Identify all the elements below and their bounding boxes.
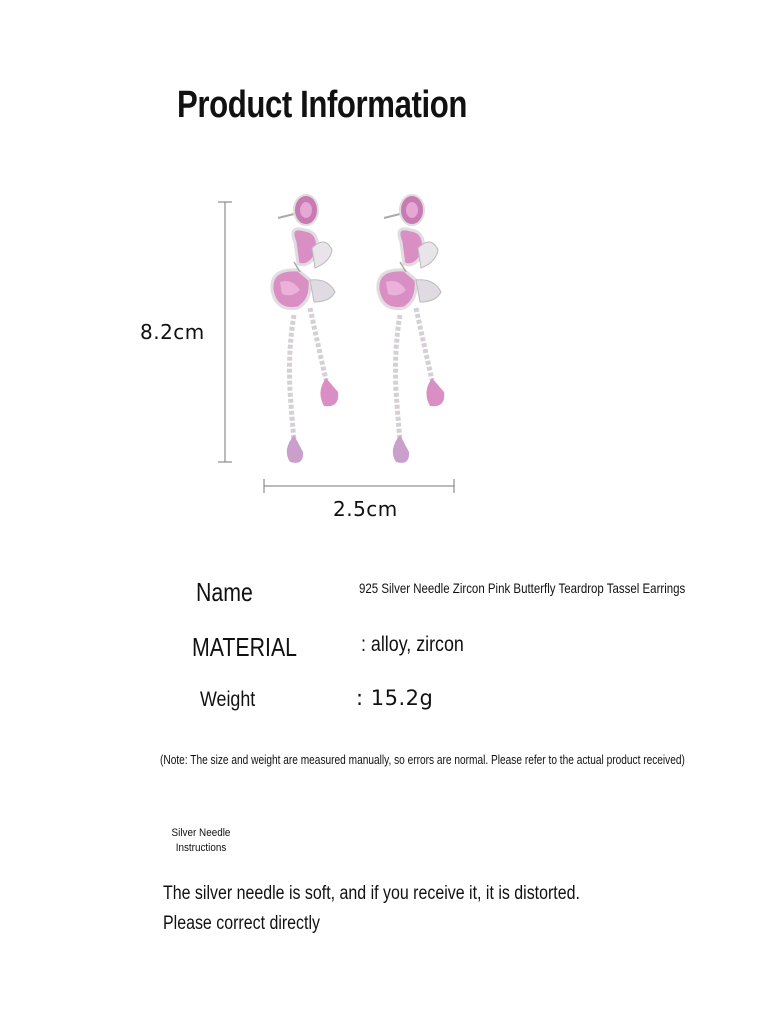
weight-value: : 15.2g	[356, 686, 434, 710]
left-earring	[272, 195, 338, 463]
right-earring	[378, 195, 444, 463]
instruction-line: Please correct directly	[163, 913, 321, 934]
weight-label: Weight	[200, 688, 256, 711]
name-label: Name	[196, 577, 253, 607]
earrings-product-image	[200, 180, 490, 500]
width-dimension-line	[264, 479, 454, 493]
instructions-heading: Silver Needle Instructions	[171, 827, 231, 854]
name-value: 925 Silver Needle Zircon Pink Butterfly Teardrop Tassel Earrings	[359, 580, 686, 596]
instruction-line: The silver needle is soft, and if you receive it, it is distorted.	[163, 883, 580, 904]
material-value: : alloy, zircon	[361, 633, 464, 656]
height-dimension-label: 8.2cm	[140, 320, 205, 344]
measurement-note: (Note: The size and weight are measured manually, so errors are normal. Please refer to the actual product received)	[160, 752, 685, 767]
height-dimension-line	[218, 202, 232, 462]
material-label: MATERIAL	[192, 632, 298, 662]
page-title: Product Information	[177, 84, 467, 126]
width-dimension-label: 2.5cm	[333, 497, 398, 521]
